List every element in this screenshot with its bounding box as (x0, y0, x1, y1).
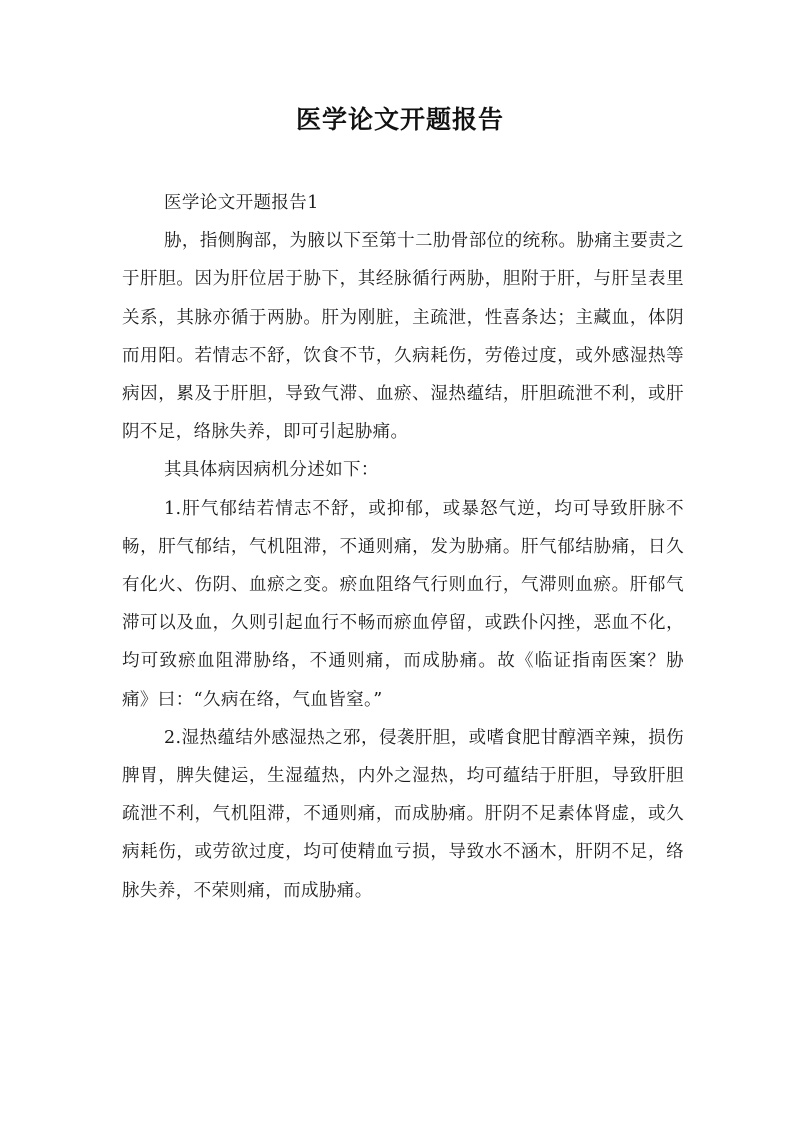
document-title: 医学论文开题报告 (295, 105, 504, 134)
paragraph-item-1: 1.肝气郁结若情志不舒，或抑郁，或暴怒气逆，均可导致肝脉不畅，肝气郁结，气机阻滞，不通则痛，发为胁痛。肝气郁结胁痛，日久有化火、伤阴、血瘀之变。瘀血阻络气行则血行，气滞则血瘀。肝郁气滞可以及血，久则引起血行不畅而瘀血停留，或跌仆闪挫，恶血不化，均可致瘀血阻滞胁络，不通则痛，而成胁痛。故《临证指南医案？胁痛》曰：“久病在络，气血皆窒。” (122, 498, 684, 710)
paragraph-intro: 胁，指侧胸部，为腋以下至第十二肋骨部位的统称。胁痛主要责之于肝胆。因为肝位居于胁下，其经脉循行两胁，胆附于肝，与肝呈表里关系，其脉亦循于两胁。肝为刚脏，主疏泄，性喜条达；主藏血，体阴而用阳。若情志不舒，饮食不节，久病耗伤，劳倦过度，或外感湿热等病因，累及于肝胆，导致气滞、血瘀、湿热蕴结，肝胆疏泄不利，或肝阴不足，络脉失养，即可引起胁痛。 (122, 231, 684, 443)
paragraph-lead: 其具体病因病机分述如下： (164, 460, 379, 481)
paragraph-item-2: 2.湿热蕴结外感湿热之邪，侵袭肝胆，或嗜食肥甘醇酒辛辣，损伤脾胃，脾失健运，生湿蕴热，内外之湿热，均可蕴结于肝胆，导致肝胆疏泄不利，气机阻滞，不通则痛，而成胁痛。肝阴不足素体肾虚，或久病耗伤，或劳欲过度，均可使精血亏损，导致水不涵木，肝阴不足，络脉失养，不荣则痛，而成胁痛。 (122, 727, 684, 901)
document-body (122, 184, 684, 910)
section-heading: 医学论文开题报告1 (164, 193, 319, 213)
